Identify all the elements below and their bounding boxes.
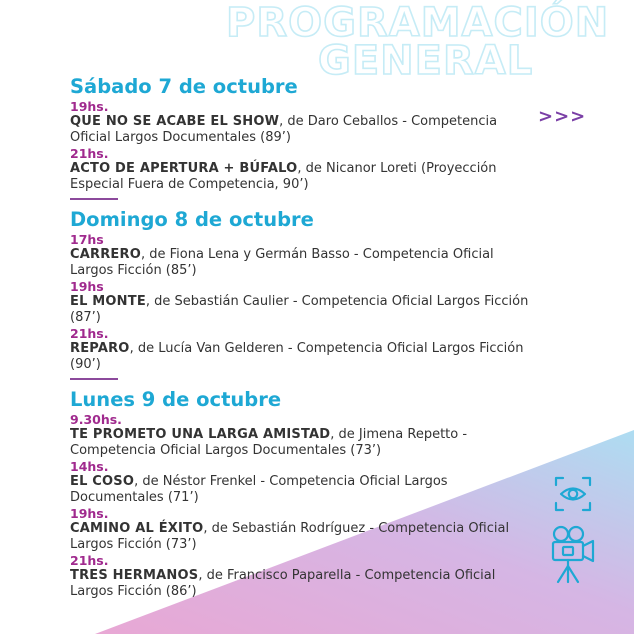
schedule [70,76,540,606]
divider [70,198,118,200]
film-details: , de Néstor Frenkel - Competencia Oficial Largos Documentales (71’) [70,474,448,505]
film-details: , de Nicanor Loreti (Proyección Especial Fuera de Competencia, 90’) [70,161,497,192]
film-title: TRES HERMANOS [70,568,199,583]
event-description [70,294,540,326]
next-arrows[interactable]: >>> [538,106,587,127]
day-title: Domingo 8 de octubre [70,208,314,231]
film-title: CAMINO AL ÉXITO [70,521,204,536]
event-time: 21hs. [70,146,109,161]
event-time: 21hs. [70,553,109,568]
day-sunday [70,209,540,380]
event-description [70,247,540,279]
film-title: REPARO [70,341,130,356]
film-details: , de Jimena Repetto - Competencia Oficial Largos Documentales (73’) [70,427,468,458]
event-description [70,427,540,459]
day-saturday [70,76,540,200]
event-time: 19hs. [70,99,109,114]
day-title: Sábado 7 de octubre [70,75,298,98]
film-title: CARRERO [70,247,141,262]
event-item [70,412,540,459]
event-item [70,99,540,146]
event-item [70,553,540,600]
film-details: , de Sebastián Caulier - Competencia Oficial Largos Ficción (87’) [70,294,529,325]
film-title: TE PROMETO UNA LARGA AMISTAD [70,427,331,442]
event-description [70,161,540,193]
film-title: QUE NO SE ACABE EL SHOW [70,114,280,129]
event-time: 21hs. [70,326,109,341]
event-item [70,459,540,506]
film-camera-icon [549,524,597,584]
event-time: 19hs [70,279,104,294]
film-details: , de Daro Ceballos - Competencia Oficial Largos Documentales (89’) [70,114,498,145]
title-line-1: PROGRAMACIÓN [226,0,610,46]
title-line-2: GENERAL [318,38,534,84]
film-details: , de Fiona Lena y Germán Basso - Competencia Oficial Largos Ficción (85’) [70,247,494,278]
film-title: EL MONTE [70,294,146,309]
event-description [70,521,540,553]
event-time: 14hs. [70,459,109,474]
film-details: , de Lucía Van Gelderen - Competencia Oficial Largos Ficción (90’) [70,341,524,372]
event-item [70,326,540,373]
event-description [70,568,540,600]
film-details: , de Sebastián Rodríguez - Competencia Oficial Largos Ficción (73’) [70,521,510,552]
film-details: , de Francisco Paparella - Competencia Oficial Largos Ficción (86’) [70,568,496,599]
day-monday [70,389,540,600]
film-title: EL COSO [70,474,135,489]
event-item [70,232,540,279]
eye-viewfinder-icon [553,474,593,514]
event-time: 17hs [70,232,104,247]
day-title: Lunes 9 de octubre [70,388,282,411]
event-description [70,114,540,146]
film-title: ACTO DE APERTURA + BÚFALO [70,161,298,176]
event-item [70,279,540,326]
event-time: 9.30hs. [70,412,122,427]
event-description [70,474,540,506]
event-item [70,146,540,193]
divider [70,378,118,380]
event-item [70,506,540,553]
event-time: 19hs. [70,506,109,521]
event-description [70,341,540,373]
